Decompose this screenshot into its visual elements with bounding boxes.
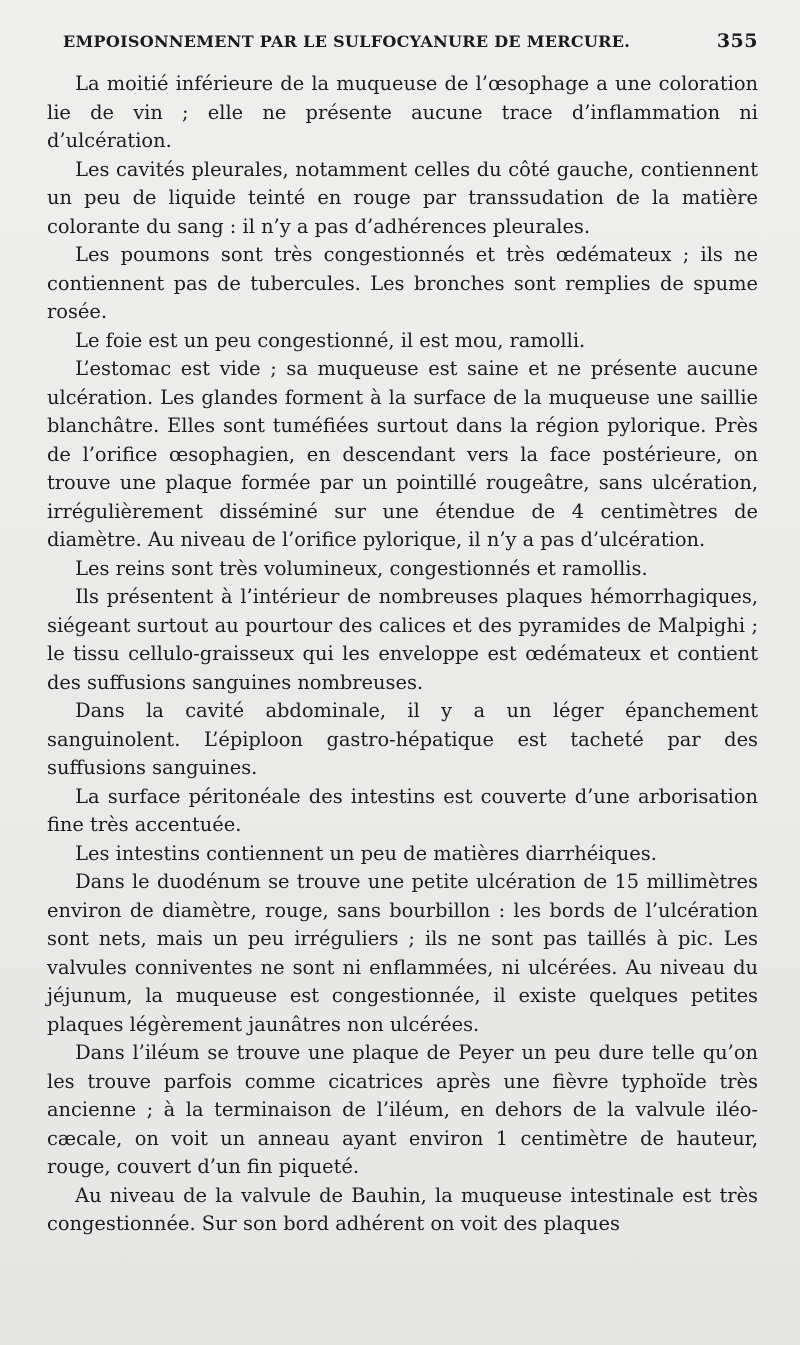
paragraph-peritoneal-surface: La surface péritonéale des intestins est couverte d’une arborisation fine très accentuée. [47, 784, 758, 836]
paragraph-duodenum: Dans le duodénum se trouve une petite ulcération de 15 millimètres environ de diamètre, rouge, sans bourbillon : les bords de l’ulcération sont nets, mais un peu irréguliers ; ils ne sont pas taillés à pic. Les valvules conniventes ne sont ni enflammées, ni ulcérées. Au niveau du jéjunum, la muqueuse est congestionnée, il existe quelques petites plaques légèrement jaunâtres non ulcérées. [47, 870, 758, 1036]
running-header [47, 30, 758, 70]
running-title: EMPOISONNEMENT PAR LE SULFOCYANURE DE MERCURE. [63, 32, 631, 51]
page-number: 355 [716, 30, 758, 52]
paragraph-pleural-cavities: Les cavités pleurales, notamment celles du côté gauche, contiennent un peu de liquide teinté en rouge par transsudation de la matière colorante du sang : il n’y a pas d’adhérences pleurales. [47, 157, 758, 238]
paragraph-ileum: Dans l’iléum se trouve une plaque de Peyer un peu dure telle qu’on les trouve parfois comme cicatrices après une fièvre typhoïde très ancienne ; à la terminaison de l’iléum, en dehors de la valvule iléo-cæcale, on voit un anneau ayant environ 1 centimètre de hauteur, rouge, couvert d’un fin piqueté. [47, 1041, 758, 1178]
paragraph-kidney-plaques: Ils présentent à l’intérieur de nombreuses plaques hémorrhagiques, siégeant surtout au pourtour des calices et des pyramides de Malpighi ; le tissu cellulo-graisseux qui les enveloppe est œdémateux et contient des suffusions sanguines nombreuses. [47, 585, 758, 694]
body-text [47, 70, 758, 1239]
paragraph-kidneys: Les reins sont très volumineux, congestionnés et ramollis. [75, 556, 648, 580]
paragraph-lungs: Les poumons sont très congestionnés et très œdémateux ; ils ne contiennent pas de tubercules. Les bronches sont remplies de spume rosée. [47, 243, 758, 323]
paragraph-stomach: L’estomac est vide ; sa muqueuse est saine et ne présente aucune ulcération. Les glandes forment à la surface de la muqueuse une saillie blanchâtre. Elles sont tuméfiées surtout dans la région pylorique. Près de l’orifice œsophagien, en descendant vers la face postérieure, on trouve une plaque formée par un pointillé rougeâtre, sans ulcération, irrégulièrement disséminé sur une étendue de 4 centimètres de diamètre. Au niveau de l’orifice pylorique, il n’y a pas d’ulcération. [47, 357, 758, 551]
paragraph-liver: Le foie est un peu congestionné, il est mou, ramolli. [75, 328, 586, 352]
paragraph-abdominal-cavity: Dans la cavité abdominale, il y a un léger épanchement sanguinolent. L’épiploon gastro-hépatique est tacheté par des suffusions sanguines. [47, 699, 758, 779]
paragraph-bauhin-valve: Au niveau de la valvule de Bauhin, la muqueuse intestinale est très congestionnée. Sur son bord adhérent on voit des plaques [47, 1183, 758, 1235]
paragraph-intestines: Les intestins contiennent un peu de matières diarrhéiques. [75, 841, 657, 865]
paragraph-esophagus: La moitié inférieure de la muqueuse de l’œsophage a une coloration lie de vin ; elle ne présente aucune trace d’inflammation ni d’ulcération. [47, 72, 758, 152]
